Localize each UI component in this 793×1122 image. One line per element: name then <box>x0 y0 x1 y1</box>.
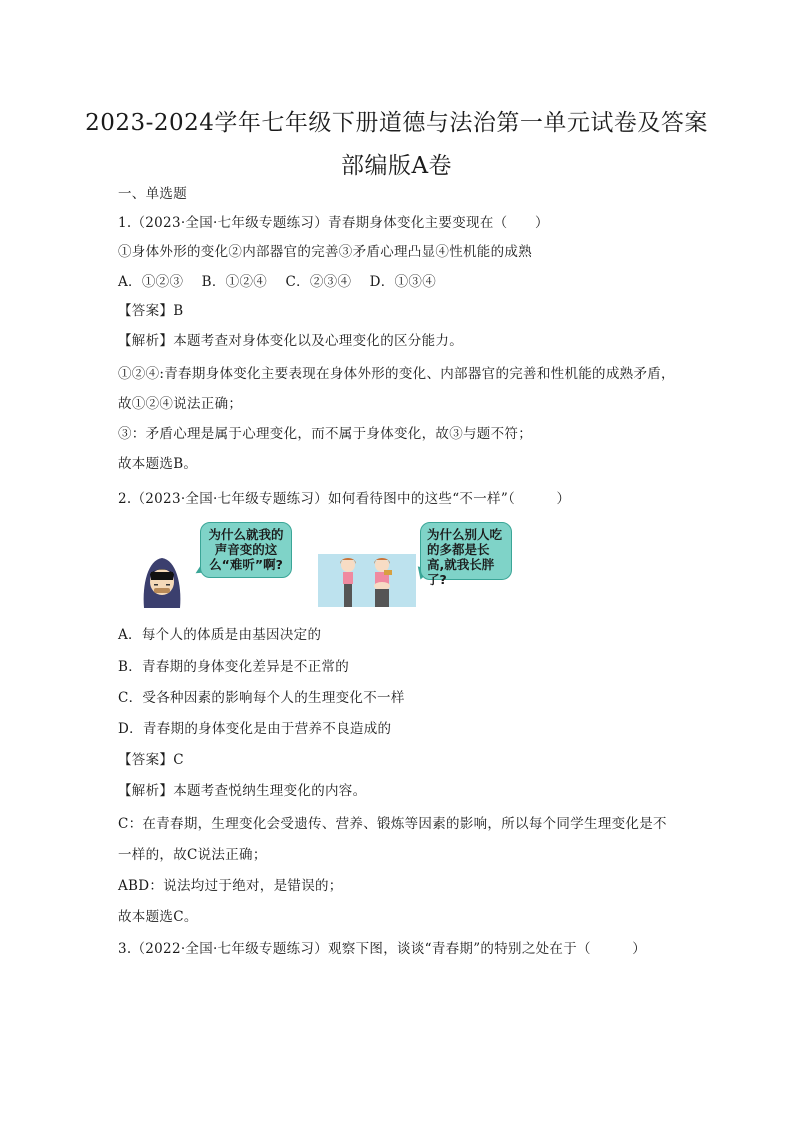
question-3-stem: 3.（2022·全国·七年级专题练习）观察下图，谈谈“青春期”的特别之处在于（ ） <box>118 941 647 957</box>
question-2-analysis-line: 一样的，故C说法正确； <box>118 847 267 863</box>
question-1-analysis-line: 【解析】本题考查对身体变化以及心理变化的区分能力。 <box>118 333 463 349</box>
question-1-analysis-line: ①②④:青春期身体变化主要表现在身体外形的变化、内部器官的完善和性机能的成熟矛盾， <box>118 366 675 382</box>
speech-bubble-right: 为什么别人吃的多都是长高,就我长胖了? <box>420 522 512 580</box>
question-2-analysis-line: ABD：说法均过于绝对，是错误的； <box>118 878 343 894</box>
question-2-option-a: A．每个人的体质是由基因决定的 <box>118 627 322 643</box>
document-subtitle: 部编版A卷 <box>340 153 453 179</box>
question-1-stem: 1.（2023·全国·七年级专题练习）青春期身体变化主要变现在（ ） <box>118 215 549 231</box>
question-2-figure <box>136 518 526 610</box>
question-2-option-c: C．受各种因素的影响每个人的生理变化不一样 <box>118 690 405 706</box>
question-1-analysis-line: 故①②④说法正确； <box>118 396 243 412</box>
question-2-answer: 【答案】C <box>118 752 184 768</box>
question-2-analysis-line: C：在青春期，生理变化会受遗传、营养、锻炼等因素的影响，所以每个同学生理变化是不 <box>118 816 667 832</box>
question-1-answer: 【答案】B <box>118 303 184 319</box>
question-2-option-b: B．青春期的身体变化差异是不正常的 <box>118 659 350 675</box>
question-1-analysis-line: 故本题选B。 <box>118 456 198 472</box>
two-girls-illustration <box>318 554 416 607</box>
question-1-statements: ①身体外形的变化②内部器官的完善③矛盾心理凸显④性机能的成熟 <box>118 244 532 260</box>
document-title: 2023-2024学年七年级下册道德与法治第一单元试卷及答案 <box>85 110 708 136</box>
question-1-options: A．①②③ B．①②④ C．②③④ D．①③④ <box>118 274 436 290</box>
question-2-option-d: D．青春期的身体变化是由于营养不良造成的 <box>118 721 392 737</box>
speech-bubble-left: 为什么就我的声音变的这么“难听”啊? <box>200 522 292 578</box>
section-heading: 一、单选题 <box>118 186 187 202</box>
question-2-analysis-line: 【解析】本题考查悦纳生理变化的内容。 <box>118 783 367 799</box>
hooded-boy-illustration <box>140 554 184 608</box>
question-2-stem: 2.（2023·全国·七年级专题练习）如何看待图中的这些“不一样”（ ） <box>118 491 571 507</box>
question-2-analysis-line: 故本题选C。 <box>118 909 198 925</box>
question-1-analysis-line: ③：矛盾心理是属于心理变化，而不属于身体变化，故③与题不符； <box>118 426 532 442</box>
